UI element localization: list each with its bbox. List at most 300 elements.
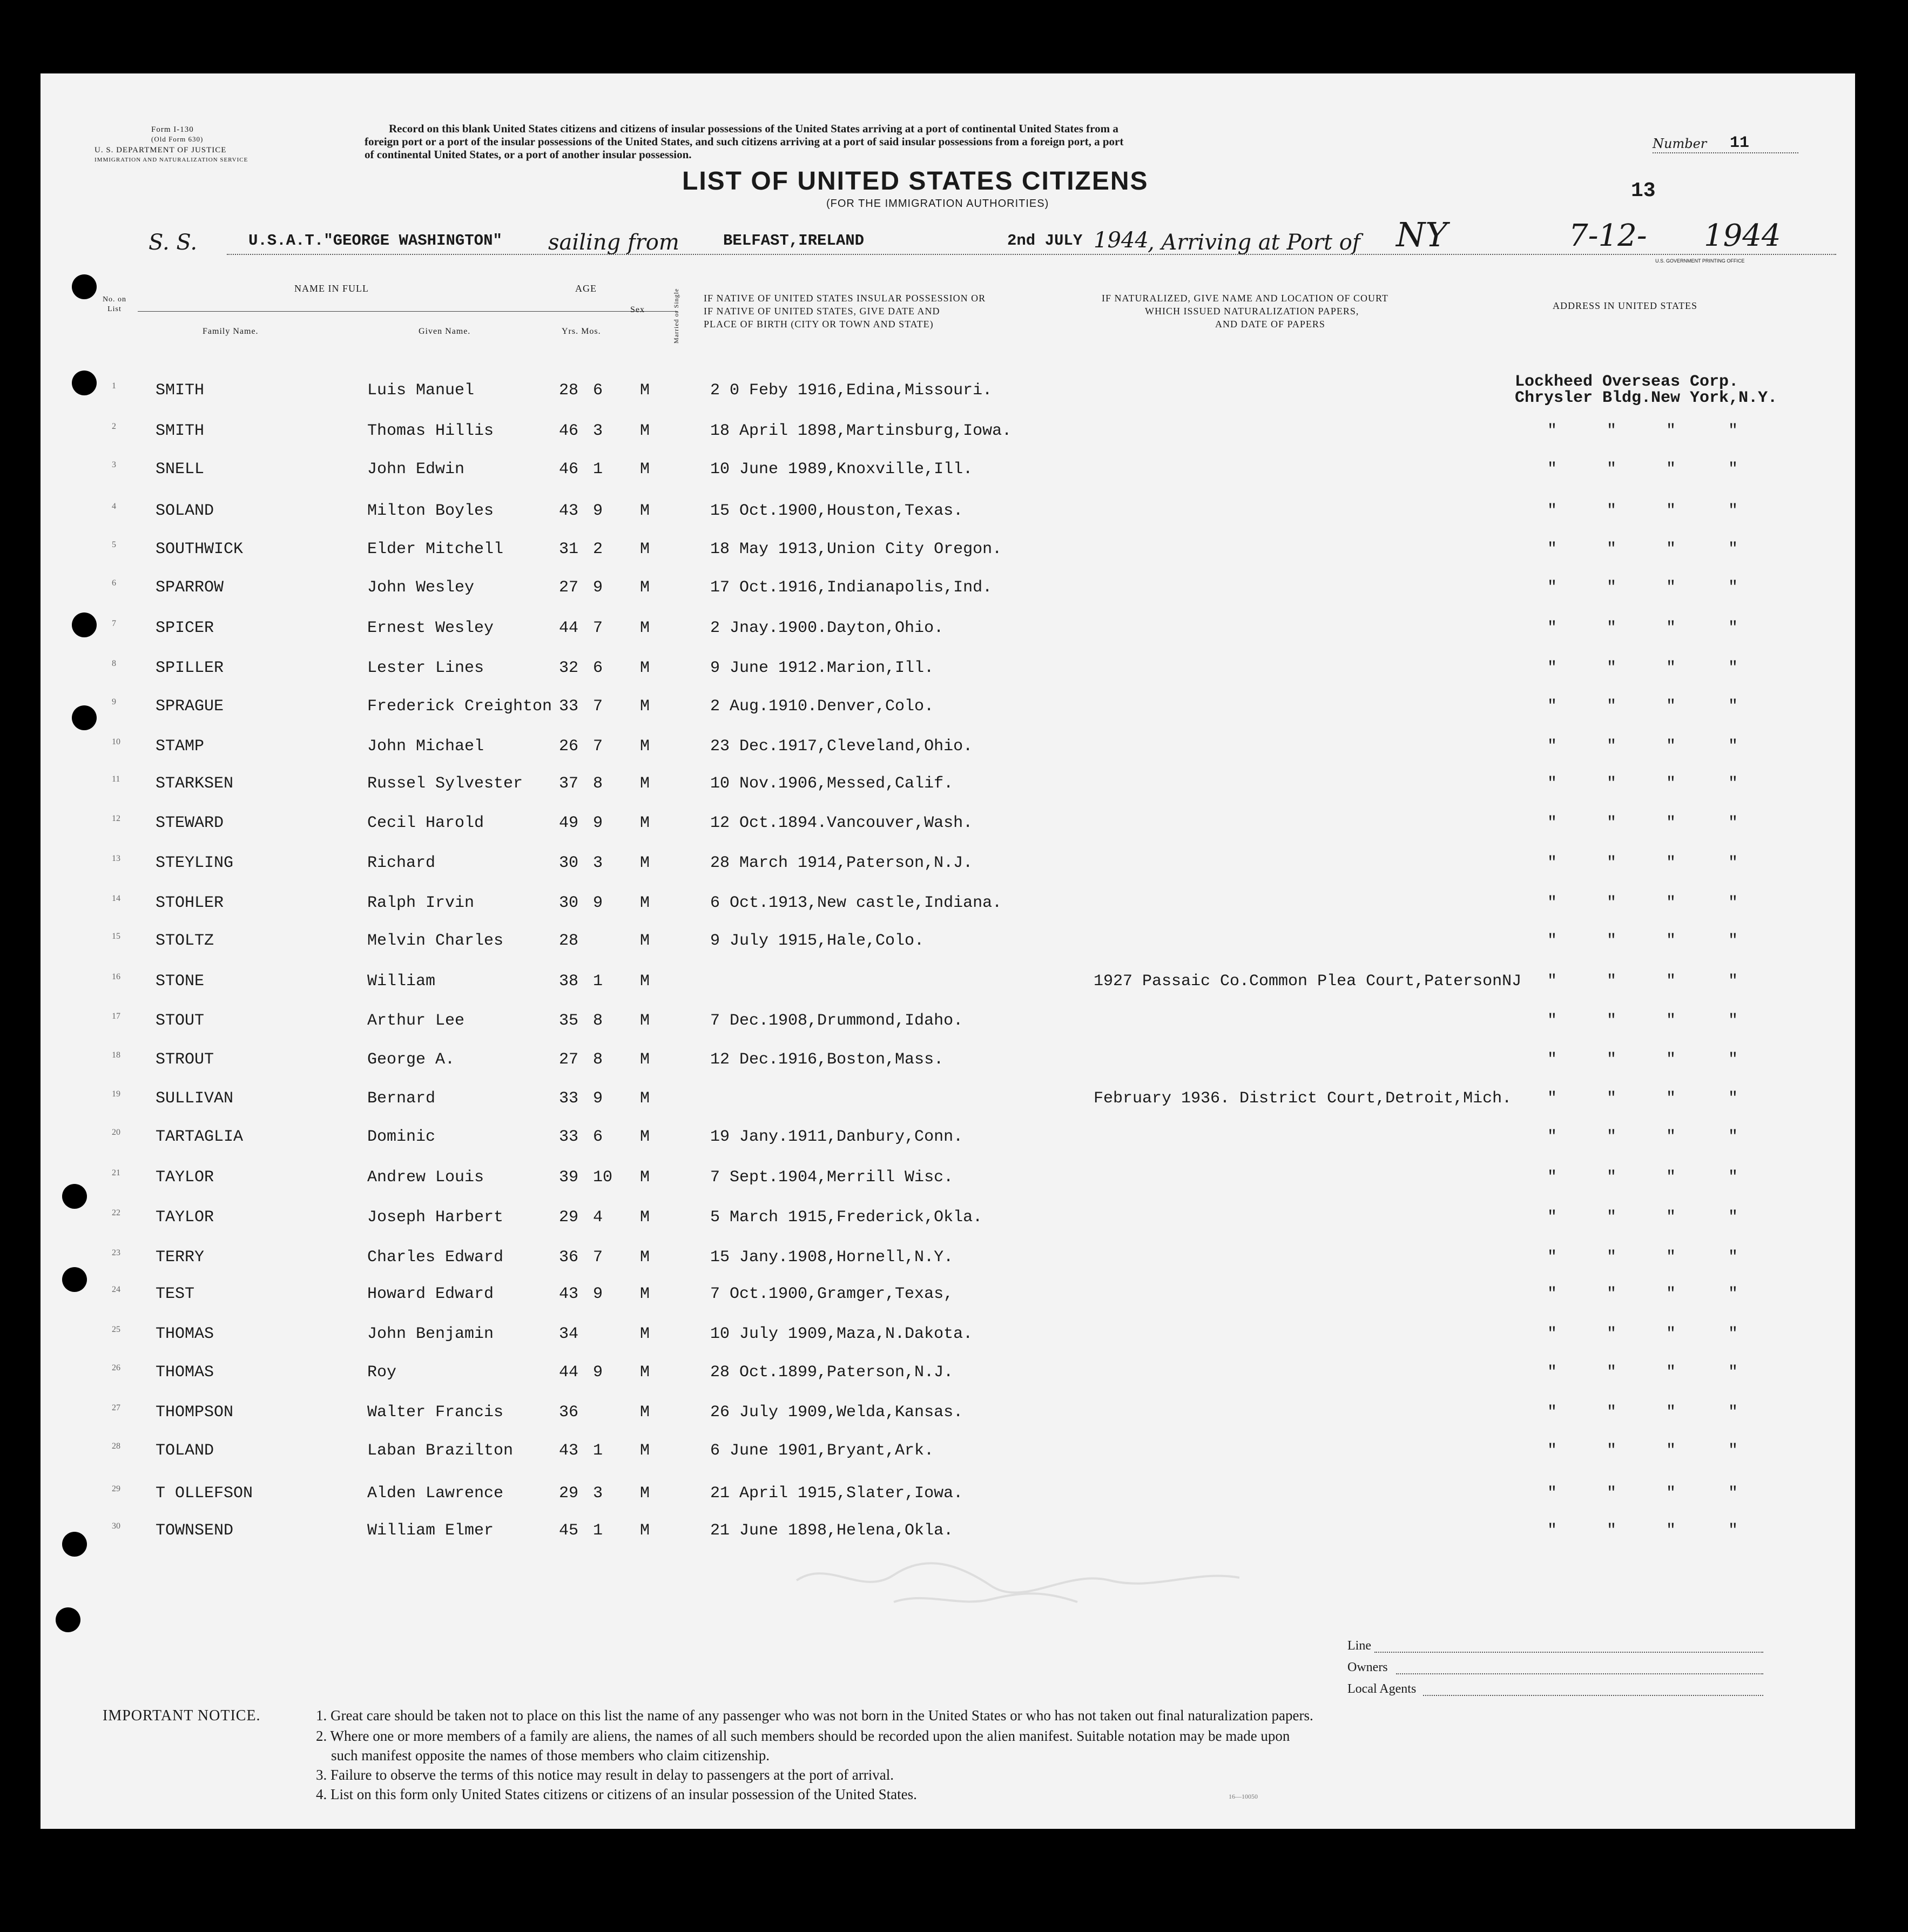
birth-date-place: 17 Oct.1916,Indianapolis,Ind. bbox=[710, 578, 993, 597]
age-years: 46 bbox=[559, 460, 579, 479]
address-ditto: " bbox=[1666, 1522, 1676, 1540]
birth-date-place: 7 Oct.1900,Gramger,Texas, bbox=[710, 1285, 954, 1303]
passenger-row bbox=[41, 1403, 1855, 1425]
sex: M bbox=[640, 422, 650, 440]
address-ditto: " bbox=[1728, 1089, 1738, 1108]
age-months: 6 bbox=[593, 1128, 603, 1146]
address-ditto: " bbox=[1547, 619, 1558, 637]
family-name: TAYLOR bbox=[156, 1168, 214, 1187]
arrival-date-handwritten: 7-12- bbox=[1569, 218, 1647, 253]
age-years: 45 bbox=[559, 1522, 579, 1540]
age-months: 3 bbox=[593, 422, 603, 440]
address-ditto: " bbox=[1728, 894, 1738, 912]
sex: M bbox=[640, 814, 650, 832]
address-ditto: " bbox=[1607, 1484, 1617, 1503]
row-number: 3 bbox=[112, 460, 116, 469]
age-years: 38 bbox=[559, 972, 579, 991]
age-months: 9 bbox=[593, 814, 603, 832]
address-ditto: " bbox=[1547, 1089, 1558, 1108]
address-ditto: " bbox=[1666, 775, 1676, 793]
age-months: 3 bbox=[593, 854, 603, 872]
birth-date-place: 6 Oct.1913,New castle,Indiana. bbox=[710, 894, 1002, 912]
sailing-date: 2nd JULY bbox=[1007, 232, 1083, 250]
age-years: 29 bbox=[559, 1484, 579, 1503]
address-ditto: " bbox=[1547, 1403, 1558, 1422]
address-ditto: " bbox=[1728, 814, 1738, 832]
age-months: 7 bbox=[593, 619, 603, 637]
row-number: 26 bbox=[112, 1363, 120, 1372]
number-label: Number bbox=[1653, 136, 1707, 151]
sailing-from-label: sailing from bbox=[548, 230, 679, 255]
passenger-row bbox=[41, 502, 1855, 523]
address-ditto: " bbox=[1666, 1442, 1676, 1460]
col-no-label: No. on List bbox=[102, 295, 127, 313]
sex: M bbox=[640, 578, 650, 597]
family-name: TARTAGLIA bbox=[156, 1128, 244, 1146]
passenger-row bbox=[41, 697, 1855, 719]
given-name: Ernest Wesley bbox=[367, 619, 494, 637]
family-name: TOWNSEND bbox=[156, 1522, 234, 1540]
address-ditto: " bbox=[1728, 422, 1738, 440]
address-ditto: " bbox=[1728, 1012, 1738, 1030]
address-ditto: " bbox=[1607, 659, 1617, 677]
form-old-number: (Old Form 630) bbox=[151, 135, 204, 143]
address-ditto: " bbox=[1547, 697, 1558, 716]
family-name: STAMP bbox=[156, 737, 205, 756]
age-months: 9 bbox=[593, 1363, 603, 1382]
manifest-sheet bbox=[41, 73, 1855, 1829]
given-name: William bbox=[367, 972, 436, 991]
address-ditto: " bbox=[1547, 737, 1558, 756]
birth-date-place: 2 Aug.1910.Denver,Colo. bbox=[710, 697, 934, 716]
col-sex: Sex bbox=[630, 305, 645, 314]
address-ditto: " bbox=[1728, 775, 1738, 793]
address-ditto: " bbox=[1607, 894, 1617, 912]
address-ditto: " bbox=[1607, 460, 1617, 479]
address-ditto: " bbox=[1666, 894, 1676, 912]
printing-office: U.S. GOVERNMENT PRINTING OFFICE bbox=[1655, 258, 1745, 264]
age-months: 6 bbox=[593, 381, 603, 400]
row-number: 14 bbox=[112, 894, 120, 903]
row-number: 17 bbox=[112, 1012, 120, 1021]
sailing-year: 1944 bbox=[1094, 228, 1149, 253]
row-number: 22 bbox=[112, 1208, 120, 1217]
address-ditto: " bbox=[1607, 972, 1617, 991]
address-ditto: " bbox=[1607, 1403, 1617, 1422]
age-years: 27 bbox=[559, 1051, 579, 1069]
passenger-row bbox=[41, 932, 1855, 953]
birth-date-place: 12 Oct.1894.Vancouver,Wash. bbox=[710, 814, 973, 832]
passenger-row bbox=[41, 578, 1855, 600]
birth-date-place: 6 June 1901,Bryant,Ark. bbox=[710, 1442, 934, 1460]
address-ditto: " bbox=[1547, 502, 1558, 520]
number-value: 11 bbox=[1730, 134, 1750, 152]
given-name: Arthur Lee bbox=[367, 1012, 465, 1030]
birth-date-place: 2 Jnay.1900.Dayton,Ohio. bbox=[710, 619, 944, 637]
col-nat-line2: WHICH ISSUED NATURALIZATION PAPERS, bbox=[1145, 306, 1359, 317]
row-number: 13 bbox=[112, 854, 120, 863]
address-ditto: " bbox=[1547, 1208, 1558, 1227]
age-years: 32 bbox=[559, 659, 579, 677]
row-number: 28 bbox=[112, 1442, 120, 1451]
owners-label: Owners bbox=[1347, 1660, 1388, 1674]
address-ditto: " bbox=[1607, 619, 1617, 637]
address-ditto: " bbox=[1607, 1012, 1617, 1030]
address-ditto: " bbox=[1728, 737, 1738, 756]
address-ditto: " bbox=[1547, 1484, 1558, 1503]
given-name: Luis Manuel bbox=[367, 381, 475, 400]
col-given-name: Given Name. bbox=[419, 327, 471, 336]
address-ditto: " bbox=[1666, 972, 1676, 991]
col-nat-line3: AND DATE OF PAPERS bbox=[1215, 319, 1325, 329]
address-ditto: " bbox=[1728, 1248, 1738, 1267]
address-ditto: " bbox=[1547, 894, 1558, 912]
address-ditto: " bbox=[1607, 1208, 1617, 1227]
col-family-name: Family Name. bbox=[203, 327, 259, 336]
address-ditto: " bbox=[1666, 578, 1676, 597]
notice-item-4: 4. List on this form only United States citizens or citizens of an insular possession of the United States. bbox=[316, 1786, 917, 1802]
row-number: 23 bbox=[112, 1248, 120, 1257]
row-number: 30 bbox=[112, 1522, 120, 1531]
col-birth-line2: IF NATIVE OF UNITED STATES, GIVE DATE AND bbox=[704, 306, 940, 317]
row-number: 8 bbox=[112, 659, 116, 668]
age-months: 7 bbox=[593, 697, 603, 716]
age-months: 4 bbox=[593, 1208, 603, 1227]
given-name: Charles Edward bbox=[367, 1248, 504, 1267]
address-ditto: " bbox=[1607, 1168, 1617, 1187]
address-ditto: " bbox=[1728, 1484, 1738, 1503]
address-ditto: " bbox=[1607, 1051, 1617, 1069]
address-ditto: " bbox=[1547, 1325, 1558, 1343]
given-name: Laban Brazilton bbox=[367, 1442, 514, 1460]
row-number: 7 bbox=[112, 619, 116, 628]
birth-date-place: 26 July 1909,Welda,Kansas. bbox=[710, 1403, 963, 1422]
age-months: 10 bbox=[593, 1168, 613, 1187]
age-years: 49 bbox=[559, 814, 579, 832]
address-ditto: " bbox=[1728, 697, 1738, 716]
family-name: STOHLER bbox=[156, 894, 224, 912]
address-ditto: " bbox=[1666, 460, 1676, 479]
family-name: STEWARD bbox=[156, 814, 224, 832]
sex: M bbox=[640, 502, 650, 520]
local-agents-label: Local Agents bbox=[1347, 1682, 1417, 1696]
sex: M bbox=[640, 1522, 650, 1540]
age-months: 8 bbox=[593, 1012, 603, 1030]
family-name: STOUT bbox=[156, 1012, 205, 1030]
given-name: John Benjamin bbox=[367, 1325, 494, 1343]
family-name: SPRAGUE bbox=[156, 697, 224, 716]
birth-date-place: 28 March 1914,Paterson,N.J. bbox=[710, 854, 973, 872]
address-ditto: " bbox=[1666, 1363, 1676, 1382]
family-name: TEST bbox=[156, 1285, 195, 1303]
sex: M bbox=[640, 540, 650, 558]
age-years: 30 bbox=[559, 854, 579, 872]
age-years: 34 bbox=[559, 1325, 579, 1343]
given-name: Lester Lines bbox=[367, 659, 484, 677]
address-ditto: " bbox=[1728, 1325, 1738, 1343]
address-ditto: " bbox=[1607, 1089, 1617, 1108]
passenger-row bbox=[41, 1128, 1855, 1149]
age-months: 1 bbox=[593, 972, 603, 991]
address-ditto: " bbox=[1607, 697, 1617, 716]
address-ditto: " bbox=[1607, 814, 1617, 832]
record-notice-2: foreign port or a port of the insular possessions of the United States, and such citizens arriving at a port of said insular possessions from a foreign port, a port bbox=[365, 135, 1124, 148]
given-name: Bernard bbox=[367, 1089, 436, 1108]
sex: M bbox=[640, 1128, 650, 1146]
passenger-row bbox=[41, 619, 1855, 641]
passenger-row bbox=[41, 1012, 1855, 1033]
print-code: 16—10050 bbox=[1229, 1793, 1258, 1800]
address-ditto: " bbox=[1547, 540, 1558, 558]
row-number: 19 bbox=[112, 1089, 120, 1099]
family-name: SMITH bbox=[156, 422, 205, 440]
sex: M bbox=[640, 894, 650, 912]
record-notice-1: Record on this blank United States citizens and citizens of insular possessions of the United States arriving at a port of continental United States from a bbox=[389, 122, 1118, 135]
birth-date-place: 10 July 1909,Maza,N.Dakota. bbox=[710, 1325, 973, 1343]
address-ditto: " bbox=[1666, 932, 1676, 950]
passenger-row bbox=[41, 775, 1855, 796]
col-birth-line1: IF NATIVE OF UNITED STATES INSULAR POSSESSION OR bbox=[704, 293, 986, 304]
address-ditto: " bbox=[1666, 502, 1676, 520]
address-ditto: " bbox=[1607, 1248, 1617, 1267]
col-name-in-full: NAME IN FULL bbox=[294, 283, 369, 294]
age-years: 28 bbox=[559, 932, 579, 950]
age-months: 9 bbox=[593, 578, 603, 597]
address-ditto: " bbox=[1607, 854, 1617, 872]
age-months: 1 bbox=[593, 460, 603, 479]
address-header-line1: Lockheed Overseas Corp. bbox=[1515, 373, 1739, 391]
row-number: 21 bbox=[112, 1168, 120, 1177]
col-nat-line1: IF NATURALIZED, GIVE NAME AND LOCATION OF COURT bbox=[1102, 293, 1388, 304]
sex: M bbox=[640, 972, 650, 991]
passenger-row bbox=[41, 422, 1855, 443]
address-ditto: " bbox=[1607, 1325, 1617, 1343]
age-years: 29 bbox=[559, 1208, 579, 1227]
ss-label: S. S. bbox=[149, 230, 198, 255]
address-ditto: " bbox=[1666, 1089, 1676, 1108]
birth-date-place: 10 Nov.1906,Messed,Calif. bbox=[710, 775, 954, 793]
given-name: Cecil Harold bbox=[367, 814, 484, 832]
family-name: SOLAND bbox=[156, 502, 214, 520]
family-name: SPICER bbox=[156, 619, 214, 637]
age-years: 33 bbox=[559, 1089, 579, 1108]
address-ditto: " bbox=[1666, 1403, 1676, 1422]
address-ditto: " bbox=[1547, 659, 1558, 677]
passenger-row bbox=[41, 1208, 1855, 1230]
passenger-row bbox=[41, 737, 1855, 759]
birth-date-place: 21 June 1898,Helena,Okla. bbox=[710, 1522, 954, 1540]
address-ditto: " bbox=[1728, 619, 1738, 637]
sex: M bbox=[640, 1168, 650, 1187]
notice-item-2a: 2. Where one or more members of a family are aliens, the names of all such members should be recorded upon the alien manifest. Suitable notation may be made upon bbox=[316, 1728, 1290, 1744]
sex: M bbox=[640, 775, 650, 793]
address-ditto: " bbox=[1547, 1442, 1558, 1460]
address-ditto: " bbox=[1666, 659, 1676, 677]
record-notice-3: of continental United States, or a port of another insular possession. bbox=[365, 148, 692, 161]
age-years: 46 bbox=[559, 422, 579, 440]
family-name: SPARROW bbox=[156, 578, 224, 597]
address-ditto: " bbox=[1728, 1128, 1738, 1146]
family-name: T OLLEFSON bbox=[156, 1484, 253, 1503]
birth-date-place: 15 Oct.1900,Houston,Texas. bbox=[710, 502, 963, 520]
age-years: 30 bbox=[559, 894, 579, 912]
address-ditto: " bbox=[1547, 854, 1558, 872]
birth-date-place: 21 April 1915,Slater,Iowa. bbox=[710, 1484, 963, 1503]
given-name: George A. bbox=[367, 1051, 455, 1069]
family-name: SPILLER bbox=[156, 659, 224, 677]
row-number: 24 bbox=[112, 1285, 120, 1294]
address-ditto: " bbox=[1607, 1363, 1617, 1382]
notice-item-1: 1. Great care should be taken not to place on this list the name of any passenger who was not born in the United States or who has not taken out final naturalization papers. bbox=[316, 1707, 1313, 1724]
address-ditto: " bbox=[1547, 1285, 1558, 1303]
passenger-row bbox=[41, 1484, 1855, 1506]
birth-date-place: 28 Oct.1899,Paterson,N.J. bbox=[710, 1363, 954, 1382]
family-name: SMITH bbox=[156, 381, 205, 400]
address-ditto: " bbox=[1607, 775, 1617, 793]
family-name: SULLIVAN bbox=[156, 1089, 234, 1108]
family-name: STROUT bbox=[156, 1051, 214, 1069]
sex: M bbox=[640, 1248, 650, 1267]
sex: M bbox=[640, 1208, 650, 1227]
address-ditto: " bbox=[1666, 737, 1676, 756]
age-months: 1 bbox=[593, 1522, 603, 1540]
address-ditto: " bbox=[1666, 1168, 1676, 1187]
passenger-row bbox=[41, 1442, 1855, 1463]
sex: M bbox=[640, 1012, 650, 1030]
sex: M bbox=[640, 1325, 650, 1343]
sex: M bbox=[640, 619, 650, 637]
address-ditto: " bbox=[1728, 460, 1738, 479]
address-ditto: " bbox=[1547, 1128, 1558, 1146]
family-name: THOMAS bbox=[156, 1325, 214, 1343]
notice-item-2b: such manifest opposite the names of those members who claim citizenship. bbox=[331, 1747, 770, 1763]
family-name: SNELL bbox=[156, 460, 205, 479]
passenger-row bbox=[41, 854, 1855, 876]
birth-date-place: 19 Jany.1911,Danbury,Conn. bbox=[710, 1128, 963, 1146]
address-ditto: " bbox=[1666, 1128, 1676, 1146]
address-ditto: " bbox=[1547, 1051, 1558, 1069]
address-ditto: " bbox=[1728, 1285, 1738, 1303]
age-months: 1 bbox=[593, 1442, 603, 1460]
address-ditto: " bbox=[1728, 659, 1738, 677]
address-ditto: " bbox=[1607, 540, 1617, 558]
address-ditto: " bbox=[1728, 1522, 1738, 1540]
given-name: Melvin Charles bbox=[367, 932, 504, 950]
address-ditto: " bbox=[1728, 1051, 1738, 1069]
age-years: 36 bbox=[559, 1403, 579, 1422]
birth-date-place: 9 July 1915,Hale,Colo. bbox=[710, 932, 925, 950]
given-name: John Wesley bbox=[367, 578, 475, 597]
age-months: 9 bbox=[593, 894, 603, 912]
address-ditto: " bbox=[1607, 1285, 1617, 1303]
col-age: AGE bbox=[575, 283, 597, 294]
sex: M bbox=[640, 1484, 650, 1503]
row-number: 10 bbox=[112, 737, 120, 746]
important-notice-label: IMPORTANT NOTICE. bbox=[103, 1707, 261, 1724]
address-ditto: " bbox=[1607, 502, 1617, 520]
given-name: Andrew Louis bbox=[367, 1168, 484, 1187]
address-ditto: " bbox=[1728, 932, 1738, 950]
naturalization: February 1936. District Court,Detroit,Mich. bbox=[1094, 1089, 1512, 1108]
address-ditto: " bbox=[1547, 1012, 1558, 1030]
family-name: STEYLING bbox=[156, 854, 234, 872]
address-ditto: " bbox=[1728, 578, 1738, 597]
punch-hole bbox=[56, 1607, 80, 1632]
faint-handwriting bbox=[786, 1548, 1272, 1613]
address-ditto: " bbox=[1666, 1285, 1676, 1303]
punch-hole bbox=[72, 274, 97, 299]
row-number: 4 bbox=[112, 502, 116, 511]
birth-date-place: 12 Dec.1916,Boston,Mass. bbox=[710, 1051, 944, 1069]
age-years: 35 bbox=[559, 1012, 579, 1030]
age-years: 43 bbox=[559, 1442, 579, 1460]
passenger-row bbox=[41, 1248, 1855, 1270]
sex: M bbox=[640, 1051, 650, 1069]
address-ditto: " bbox=[1607, 1522, 1617, 1540]
address-ditto: " bbox=[1728, 1168, 1738, 1187]
address-ditto: " bbox=[1666, 1051, 1676, 1069]
given-name: Walter Francis bbox=[367, 1403, 504, 1422]
birth-date-place: 9 June 1912.Marion,Ill. bbox=[710, 659, 934, 677]
row-number: 1 bbox=[112, 381, 116, 391]
notice-item-3: 3. Failure to observe the terms of this notice may result in delay to passengers at the port of arrival. bbox=[316, 1767, 894, 1783]
address-ditto: " bbox=[1728, 1363, 1738, 1382]
passenger-row bbox=[41, 1522, 1855, 1543]
passenger-row bbox=[41, 814, 1855, 836]
family-name: THOMAS bbox=[156, 1363, 214, 1382]
address-ditto: " bbox=[1666, 1484, 1676, 1503]
age-months: 6 bbox=[593, 659, 603, 677]
sex: M bbox=[640, 697, 650, 716]
age-months: 9 bbox=[593, 1285, 603, 1303]
sex: M bbox=[640, 1442, 650, 1460]
address-ditto: " bbox=[1728, 1208, 1738, 1227]
passenger-row bbox=[41, 381, 1855, 403]
address-ditto: " bbox=[1666, 854, 1676, 872]
row-number: 29 bbox=[112, 1484, 120, 1493]
row-number: 27 bbox=[112, 1403, 120, 1412]
address-ditto: " bbox=[1607, 422, 1617, 440]
age-years: 36 bbox=[559, 1248, 579, 1267]
address-ditto: " bbox=[1607, 578, 1617, 597]
passenger-row bbox=[41, 1089, 1855, 1111]
address-header-line2: Chrysler Bldg.New York,N.Y. bbox=[1515, 389, 1778, 407]
age-years: 44 bbox=[559, 1363, 579, 1382]
sex: M bbox=[640, 854, 650, 872]
address-ditto: " bbox=[1547, 1248, 1558, 1267]
row-number: 9 bbox=[112, 697, 116, 706]
page-title: LIST OF UNITED STATES CITIZENS bbox=[682, 167, 1149, 196]
birth-date-place: 15 Jany.1908,Hornell,N.Y. bbox=[710, 1248, 954, 1267]
birth-date-place: 7 Sept.1904,Merrill Wisc. bbox=[710, 1168, 954, 1187]
sex: M bbox=[640, 1403, 650, 1422]
age-months: 9 bbox=[593, 502, 603, 520]
address-ditto: " bbox=[1547, 1363, 1558, 1382]
given-name: Joseph Harbert bbox=[367, 1208, 504, 1227]
passenger-row bbox=[41, 540, 1855, 562]
family-name: SOUTHWICK bbox=[156, 540, 244, 558]
passenger-row bbox=[41, 1363, 1855, 1385]
address-ditto: " bbox=[1547, 1522, 1558, 1540]
col-birth-line3: PLACE OF BIRTH (CITY OR TOWN AND STATE) bbox=[704, 319, 934, 329]
naturalization: 1927 Passaic Co.Common Plea Court,PatersonNJ bbox=[1094, 972, 1522, 991]
row-number: 12 bbox=[112, 814, 120, 823]
address-ditto: " bbox=[1547, 932, 1558, 950]
birth-date-place: 2 0 Feby 1916,Edina,Missouri. bbox=[710, 381, 993, 400]
address-ditto: " bbox=[1666, 1325, 1676, 1343]
birth-date-place: 7 Dec.1908,Drummond,Idaho. bbox=[710, 1012, 963, 1030]
address-ditto: " bbox=[1547, 1168, 1558, 1187]
